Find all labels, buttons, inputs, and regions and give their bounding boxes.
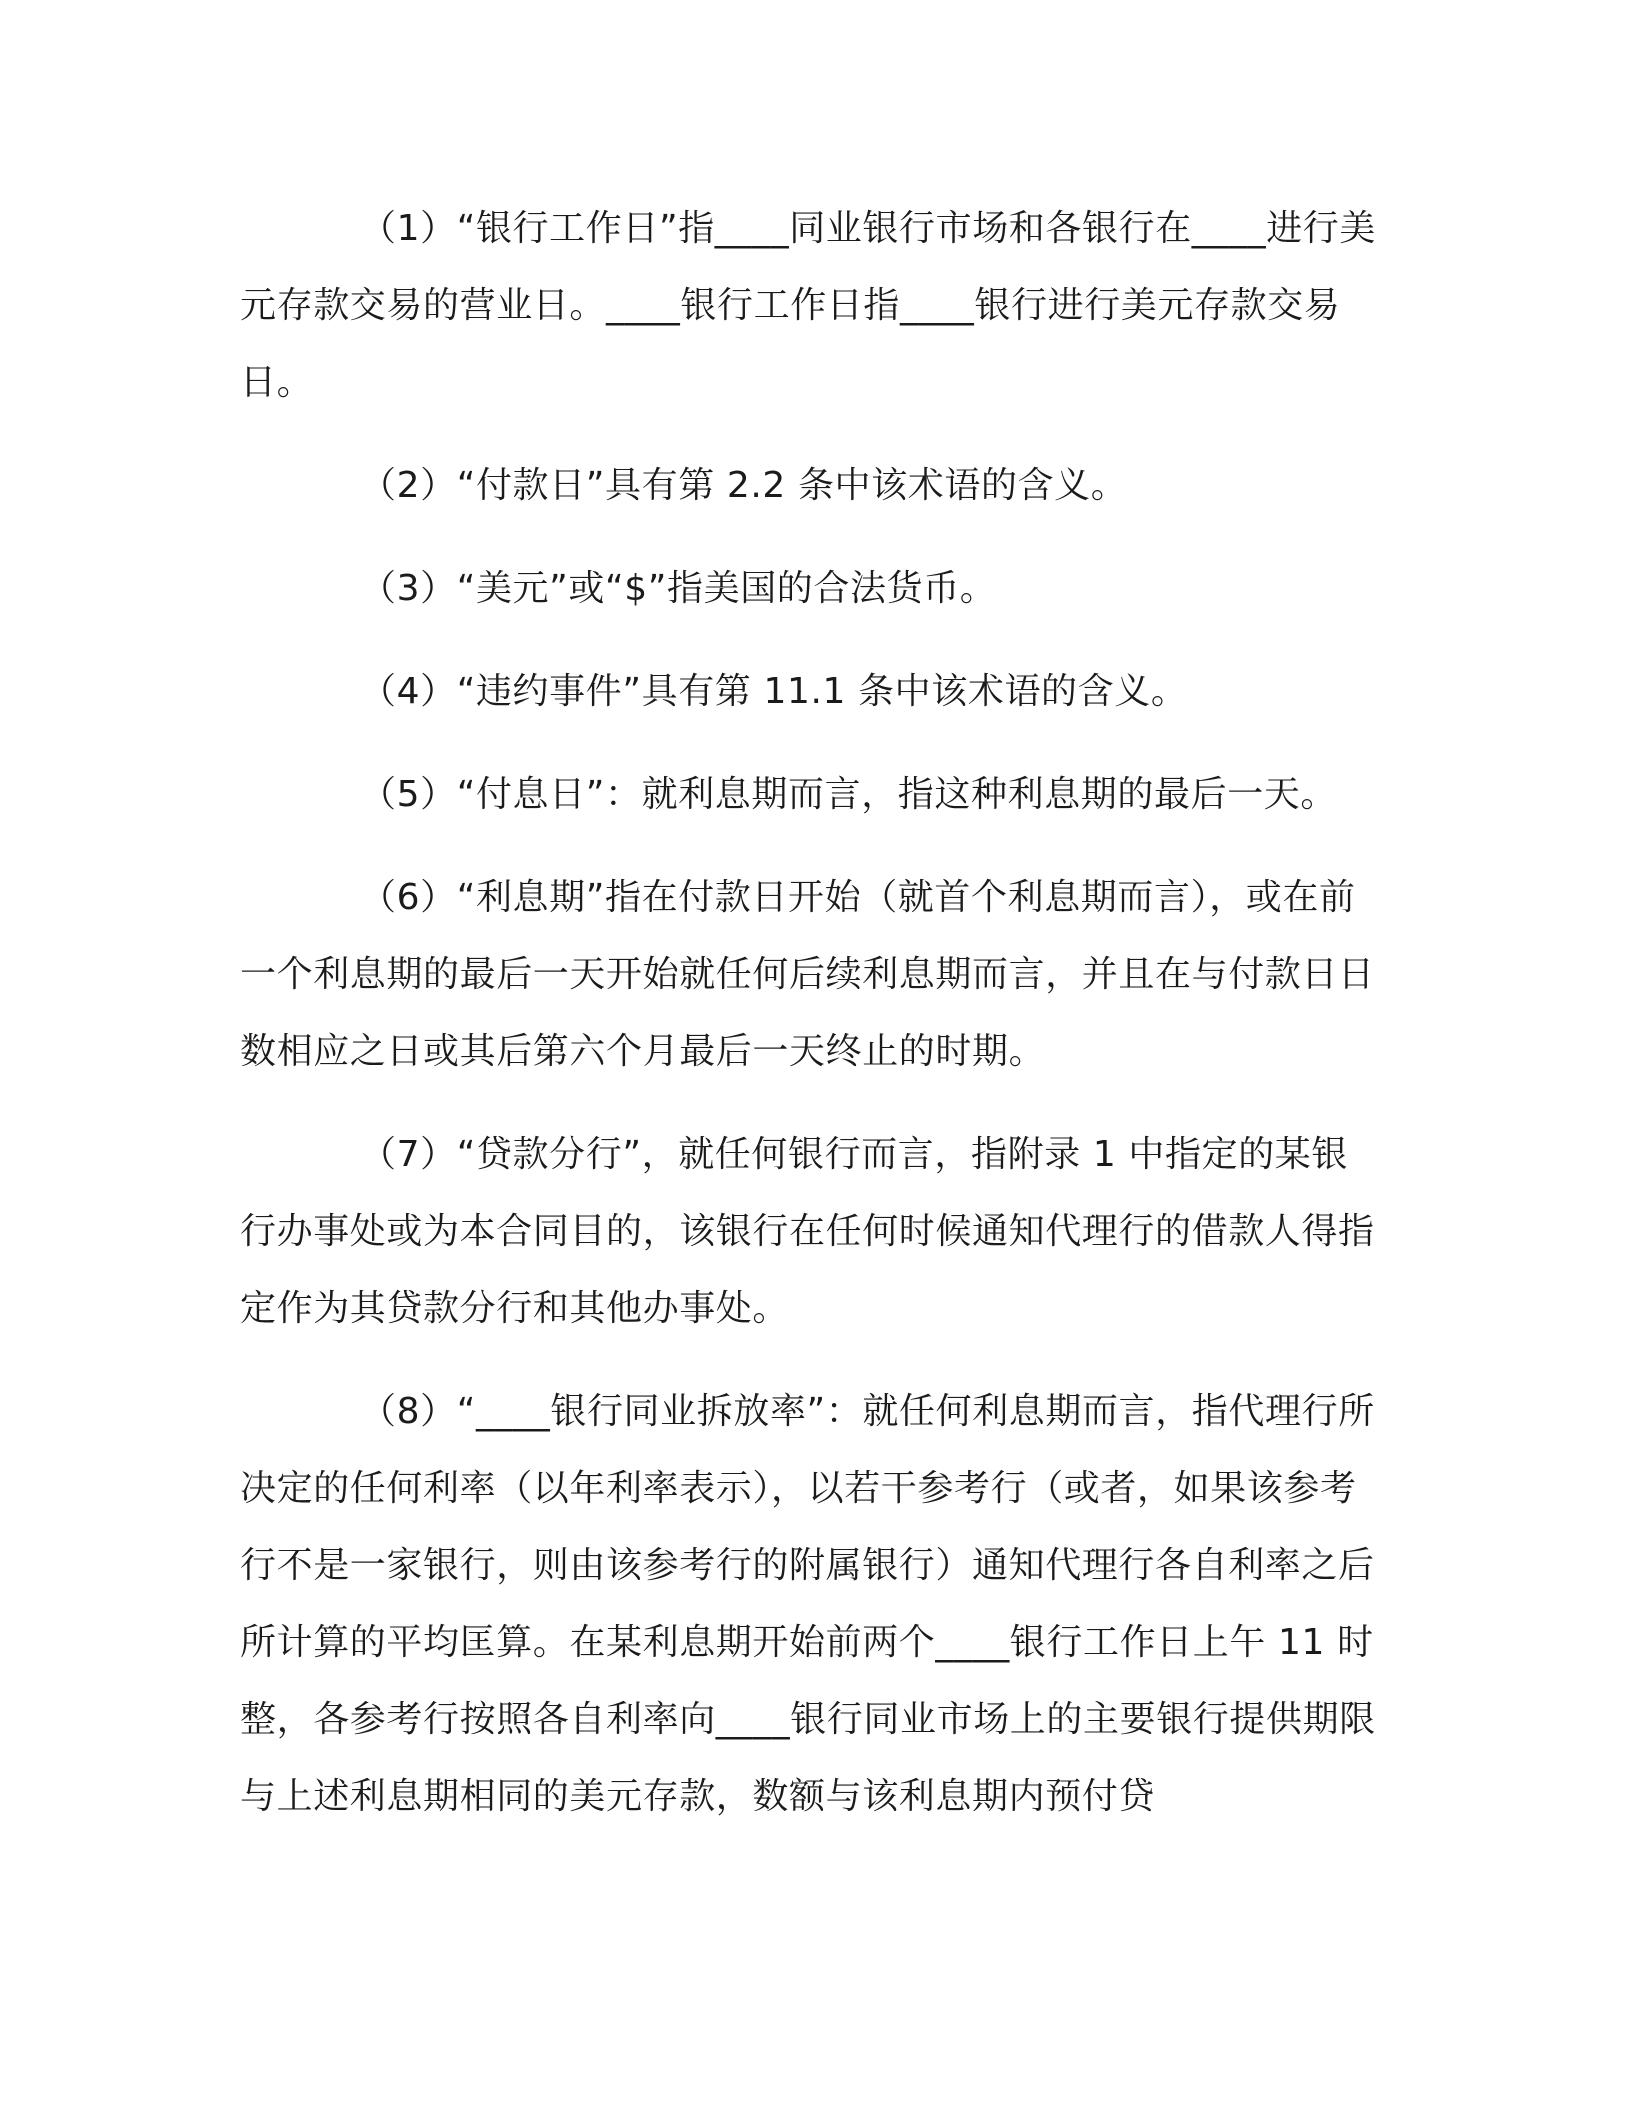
- definition-lending-branch: （7）“贷款分行”，就任何银行而言，指附录 1 中指定的某银行办事处或为本合同目的，该银行在任何时候通知代理行的借款人得指定作为其贷款分行和其他办事处。: [240, 1134, 1375, 1329]
- definition-event-of-default: （4）“违约事件”具有第 11.1 条中该术语的含义。: [360, 671, 1188, 712]
- definition-interbank-offered-rate: （8）“____银行同业拆放率”：就任何利息期而言，指代理行所决定的任何利率（以年利率表示），以若干参考行（或者，如果该参考行不是一家银行，则由该参考行的附属银行）通知代理行各自利率之后所计算的平均匡算。在某利息期开始前两个____银行工作日上午 11 时整，各参考行按照各自利率向____银行同业市场上的主要银行提供期限与上述利息期相同的美元存款，数额与该利息期内预付贷: [240, 1391, 1376, 1817]
- definition-interest-period: （6）“利息期”指在付款日开始（就首个利息期而言），或在前一个利息期的最后一天开始就任何后续利息期而言，并且在与付款日日数相应之日或其后第六个月最后一天终止的时期。: [240, 877, 1375, 1072]
- document-body: [240, 190, 1376, 1861]
- definition-payment-date: （2）“付款日”具有第 2.2 条中该术语的含义。: [360, 465, 1128, 506]
- definition-bank-business-day: （1）“银行工作日”指____同业银行市场和各银行在____进行美元存款交易的营业日。____银行工作日指____银行进行美元存款交易日。: [240, 208, 1377, 403]
- definition-us-dollar: （3）“美元”或“$”指美国的合法货币。: [360, 568, 997, 609]
- definition-interest-payment-date: （5）“付息日”：就利息期而言，指这种利息期的最后一天。: [360, 774, 1338, 815]
